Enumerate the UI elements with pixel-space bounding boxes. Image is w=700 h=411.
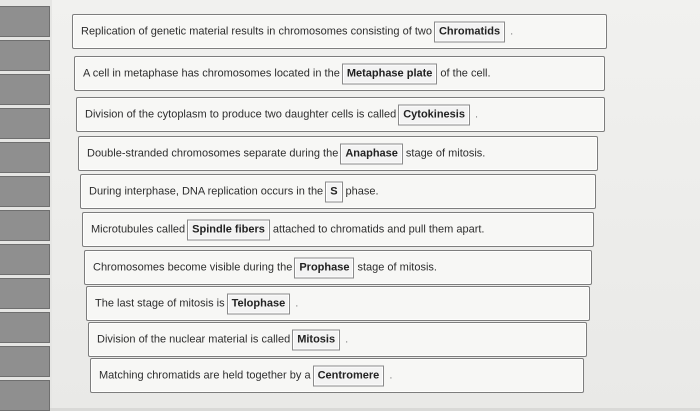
question-text-before: Matching chromatids are held together by a: [99, 369, 311, 382]
question-row: [78, 136, 598, 171]
question-text-after: .: [345, 333, 349, 346]
question-content: [87, 143, 485, 164]
left-sidebar: [0, 0, 52, 408]
sidebar-item-6[interactable]: [0, 176, 50, 207]
question-text-after: stage of mitosis.: [405, 147, 486, 160]
question-list: [52, 0, 700, 408]
question-row: [76, 97, 605, 132]
sidebar-item-3[interactable]: [0, 74, 50, 105]
question-content: [83, 63, 491, 84]
question-content: [85, 104, 478, 125]
answer-dropzone[interactable]: Telophase: [227, 293, 291, 314]
question-row: [82, 212, 594, 247]
question-text-before: Replication of genetic material results in chromosomes consisting of two: [81, 25, 432, 38]
question-text-after: .: [510, 25, 514, 38]
question-row: [86, 286, 590, 321]
question-row: [88, 322, 587, 357]
question-text-after: attached to chromatids and pull them apart.: [272, 223, 485, 236]
answer-dropzone[interactable]: Chromatids: [434, 21, 505, 42]
question-content: [99, 365, 392, 386]
sidebar-item-7[interactable]: [0, 210, 50, 241]
question-text-before: Chromosomes become visible during the: [93, 261, 293, 274]
question-content: [81, 21, 513, 42]
answer-dropzone[interactable]: Anaphase: [340, 143, 403, 164]
question-row: [80, 174, 596, 209]
sidebar-item-4[interactable]: [0, 108, 50, 139]
question-content: [97, 329, 348, 350]
sidebar-item-8[interactable]: [0, 244, 50, 275]
question-text-after: .: [389, 369, 393, 382]
sidebar-item-9[interactable]: [0, 278, 50, 309]
answer-dropzone[interactable]: Cytokinesis: [398, 104, 470, 125]
question-content: [89, 181, 379, 202]
answer-dropzone[interactable]: Centromere: [313, 365, 385, 386]
question-text-before: Microtubules called: [91, 223, 186, 236]
question-text-after: of the cell.: [440, 67, 491, 80]
sidebar-item-2[interactable]: [0, 40, 50, 71]
answer-dropzone[interactable]: Mitosis: [292, 329, 340, 350]
sidebar-item-11[interactable]: [0, 346, 50, 377]
question-text-before: During interphase, DNA replication occurs in the: [89, 185, 324, 198]
question-content: [95, 293, 298, 314]
question-row: [72, 14, 607, 49]
question-text-before: Division of the cytoplasm to produce two daughter cells is called: [85, 108, 397, 121]
question-text-after: stage of mitosis.: [357, 261, 437, 274]
question-text-before: Double-stranded chromosomes separate during the: [87, 147, 339, 160]
answer-dropzone[interactable]: Spindle fibers: [187, 219, 270, 240]
question-row: [74, 56, 605, 91]
sidebar-item-10[interactable]: [0, 312, 50, 343]
question-text-before: A cell in metaphase has chromosomes located in the: [83, 67, 340, 80]
matching-question-panel: [52, 0, 700, 408]
question-text-after: .: [295, 297, 299, 310]
sidebar-item-5[interactable]: [0, 142, 50, 173]
question-row: [90, 358, 584, 393]
answer-dropzone[interactable]: Prophase: [294, 257, 354, 278]
answer-dropzone[interactable]: S: [325, 181, 342, 202]
question-text-before: Division of the nuclear material is called: [97, 333, 291, 346]
question-text-after: .: [474, 108, 479, 121]
question-content: [93, 257, 437, 278]
sidebar-item-12[interactable]: [0, 380, 50, 411]
question-content: [91, 219, 484, 240]
question-row: [84, 250, 592, 285]
question-text-after: phase.: [345, 185, 379, 198]
answer-dropzone[interactable]: Metaphase plate: [342, 63, 438, 84]
question-text-before: The last stage of mitosis is: [95, 297, 225, 310]
sidebar-item-1[interactable]: [0, 6, 50, 37]
